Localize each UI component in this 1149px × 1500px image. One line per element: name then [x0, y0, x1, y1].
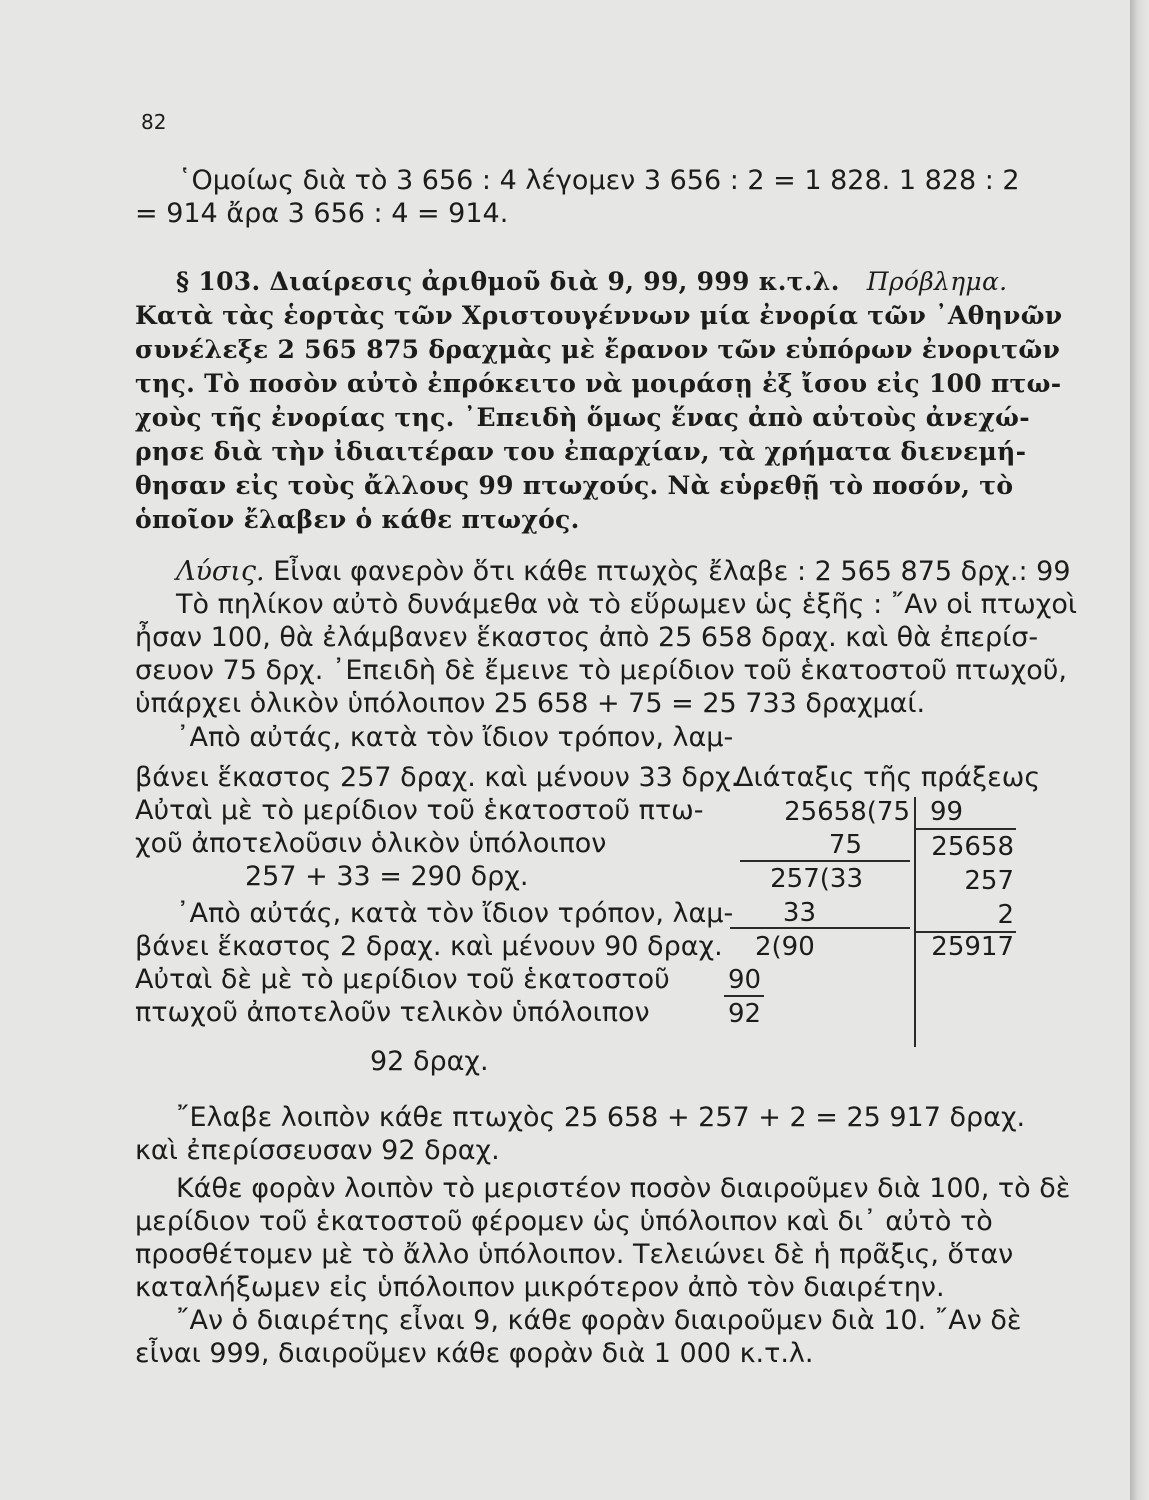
solution-column-line: ᾿Απὸ αὐτάς, κατὰ τὸν ἴδιον τρόπον, λαμ- [176, 898, 734, 929]
conclusion-line: Κάθε φορὰν λοιπὸν τὸ μεριστέον ποσὸν διαιροῦμεν διὰ 100, τὸ δὲ [176, 1173, 1071, 1204]
conclusion-line: εἶναι 999, διαιροῦμεν κάθε φορὰν διὰ 1 000 κ.τ.λ. [135, 1338, 814, 1369]
dividend-row: 92 [728, 999, 762, 1029]
solution-line: σευον 75 δρχ. ᾿Επειδὴ δὲ ἔμεινε τὸ μερίδιον τοῦ ἑκατοστοῦ πτωχοῦ, [135, 655, 1067, 686]
section-heading [176, 266, 1007, 298]
solution-column-line: πτωχοῦ ἀποτελοῦν τελικὸν ὑπόλοιπον [135, 997, 650, 1028]
solution-column-line: 257 + 33 = 290 δρχ. [245, 861, 529, 892]
intro-line-2: = 914 ἄρα 3 656 : 4 = 914. [135, 198, 509, 229]
dividend-row: 25658(75 [784, 797, 910, 827]
quotient-total: 25917 [931, 932, 1014, 962]
problem-label: Πρόβλημα. [866, 267, 1008, 296]
problem-line: χοὺς τῆς ἐνορίας της. ᾿Επειδὴ ὅμως ἕνας ἀπὸ αὐτοὺς ἀνεχώ- [135, 403, 1030, 432]
divisor-separator [914, 797, 916, 1047]
solution-column-line: βάνει ἕκαστος 2 δραχ. καὶ μένουν 90 δραχ. [135, 931, 723, 962]
layout-title: Διάταξις τῆς πράξεως [735, 762, 1041, 793]
page-edge [1130, 0, 1149, 1500]
quotient: 257 [964, 866, 1014, 896]
subtraction-line [740, 860, 910, 862]
quotient: 25658 [931, 832, 1014, 862]
subtraction-line [724, 995, 764, 997]
conclusion-line: ῎Ελαβε λοιπὸν κάθε πτωχὸς 25 658 + 257 + 2 = 25 917 δραχ. [176, 1102, 1026, 1133]
problem-line: Κατὰ τὰς ἑορτὰς τῶν Χριστουγέννων μία ἐνορία τῶν ᾿Αθηνῶν [135, 301, 1063, 330]
conclusion-line: καταλήξωμεν εἰς ὑπόλοιπον μικρότερον ἀπὸ τὸν διαιρέτην. [135, 1272, 945, 1303]
page-number: 82 [141, 110, 167, 134]
dividend-row: 33 [782, 898, 816, 928]
dividend-row: 257(33 [770, 864, 863, 894]
subtraction-line [730, 927, 910, 929]
problem-line: θησαν εἰς τοὺς ἄλλους 99 πτωχούς. Νὰ εὑρεθῇ τὸ ποσόν, τὸ [135, 471, 1014, 500]
solution-column-line: Αὐταὶ δὲ μὲ τὸ μερίδιον τοῦ ἑκατοστοῦ [135, 964, 670, 995]
divisor-line [916, 828, 1016, 830]
solution-label: Λύσις. [176, 556, 265, 587]
solution-column-line: 92 δραχ. [370, 1046, 489, 1077]
quotient: 2 [997, 900, 1014, 930]
problem-line: συνέλεξε 2 565 875 δραχμὰς μὲ ἔρανον τῶν εὐπόρων ἐνοριτῶν [135, 335, 1061, 364]
divisor: 99 [930, 797, 964, 827]
conclusion-line: καὶ ἐπερίσσευσαν 92 δραχ. [135, 1135, 500, 1166]
solution-line: ἦσαν 100, θὰ ἐλάμβανεν ἕκαστος ἀπὸ 25 658 δραχ. καὶ θὰ ἐπερίσ- [135, 622, 1039, 653]
dividend-row: 90 [728, 965, 762, 995]
dividend-row: 2(90 [755, 932, 815, 962]
solution-first-text: Εἶναι φανερὸν ὅτι κάθε πτωχὸς ἔλαβε : 2 565 875 δρχ.: 99 [273, 556, 1071, 587]
dividend-row: 75 [828, 830, 862, 860]
conclusion-line: ῎Αν ὁ διαιρέτης εἶναι 9, κάθε φορὰν διαιροῦμεν διὰ 10. ῎Αν δὲ [176, 1305, 1022, 1336]
problem-line: ὁποῖον ἔλαβεν ὁ κάθε πτωχός. [135, 505, 580, 534]
solution-first-line [176, 556, 1071, 588]
section-heading-text: § 103. Διαίρεσις ἀριθμοῦ διὰ 9, 99, 999 κ.τ.λ. [176, 267, 840, 296]
intro-line-1: ῾Ομοίως διὰ τὸ 3 656 : 4 λέγομεν 3 656 : 2 = 1 828. 1 828 : 2 [178, 165, 1020, 196]
conclusion-line: προσθέτομεν μὲ τὸ ἄλλο ὑπόλοιπον. Τελειώνει δὲ ἡ πρᾶξις, ὅταν [135, 1239, 1014, 1270]
solution-column-line: Αὐταὶ μὲ τὸ μερίδιον τοῦ ἑκατοστοῦ πτω- [135, 795, 704, 826]
solution-line: ὑπάρχει ὁλικὸν ὑπόλοιπον 25 658 + 75 = 25 733 δραχμαί. [135, 688, 926, 719]
solution-line: ᾿Απὸ αὐτάς, κατὰ τὸν ἴδιον τρόπον, λαμ- [176, 722, 734, 753]
solution-column-line: βάνει ἕκαστος 257 δραχ. καὶ μένουν 33 δρχ. [135, 762, 740, 793]
problem-line: της. Τὸ ποσὸν αὐτὸ ἐπρόκειτο νὰ μοιράσῃ ἐξ ἴσου εἰς 100 πτω- [135, 369, 1062, 398]
solution-line: Τὸ πηλίκον αὐτὸ δυνάμεθα νὰ τὸ εὕρωμεν ὡς ἑξῆς : ῎Αν οἱ πτωχοὶ [176, 589, 1078, 620]
solution-column-line: χοῦ ἀποτελοῦσιν ὁλικὸν ὑπόλοιπον [135, 828, 607, 859]
conclusion-line: μερίδιον τοῦ ἑκατοστοῦ φέρομεν ὡς ὑπόλοιπον καὶ δι᾿ αὐτὸ τὸ [135, 1206, 993, 1237]
problem-line: ρησε διὰ τὴν ἰδιαιτέραν του ἐπαρχίαν, τὰ χρήματα διενεμή- [135, 437, 1027, 466]
